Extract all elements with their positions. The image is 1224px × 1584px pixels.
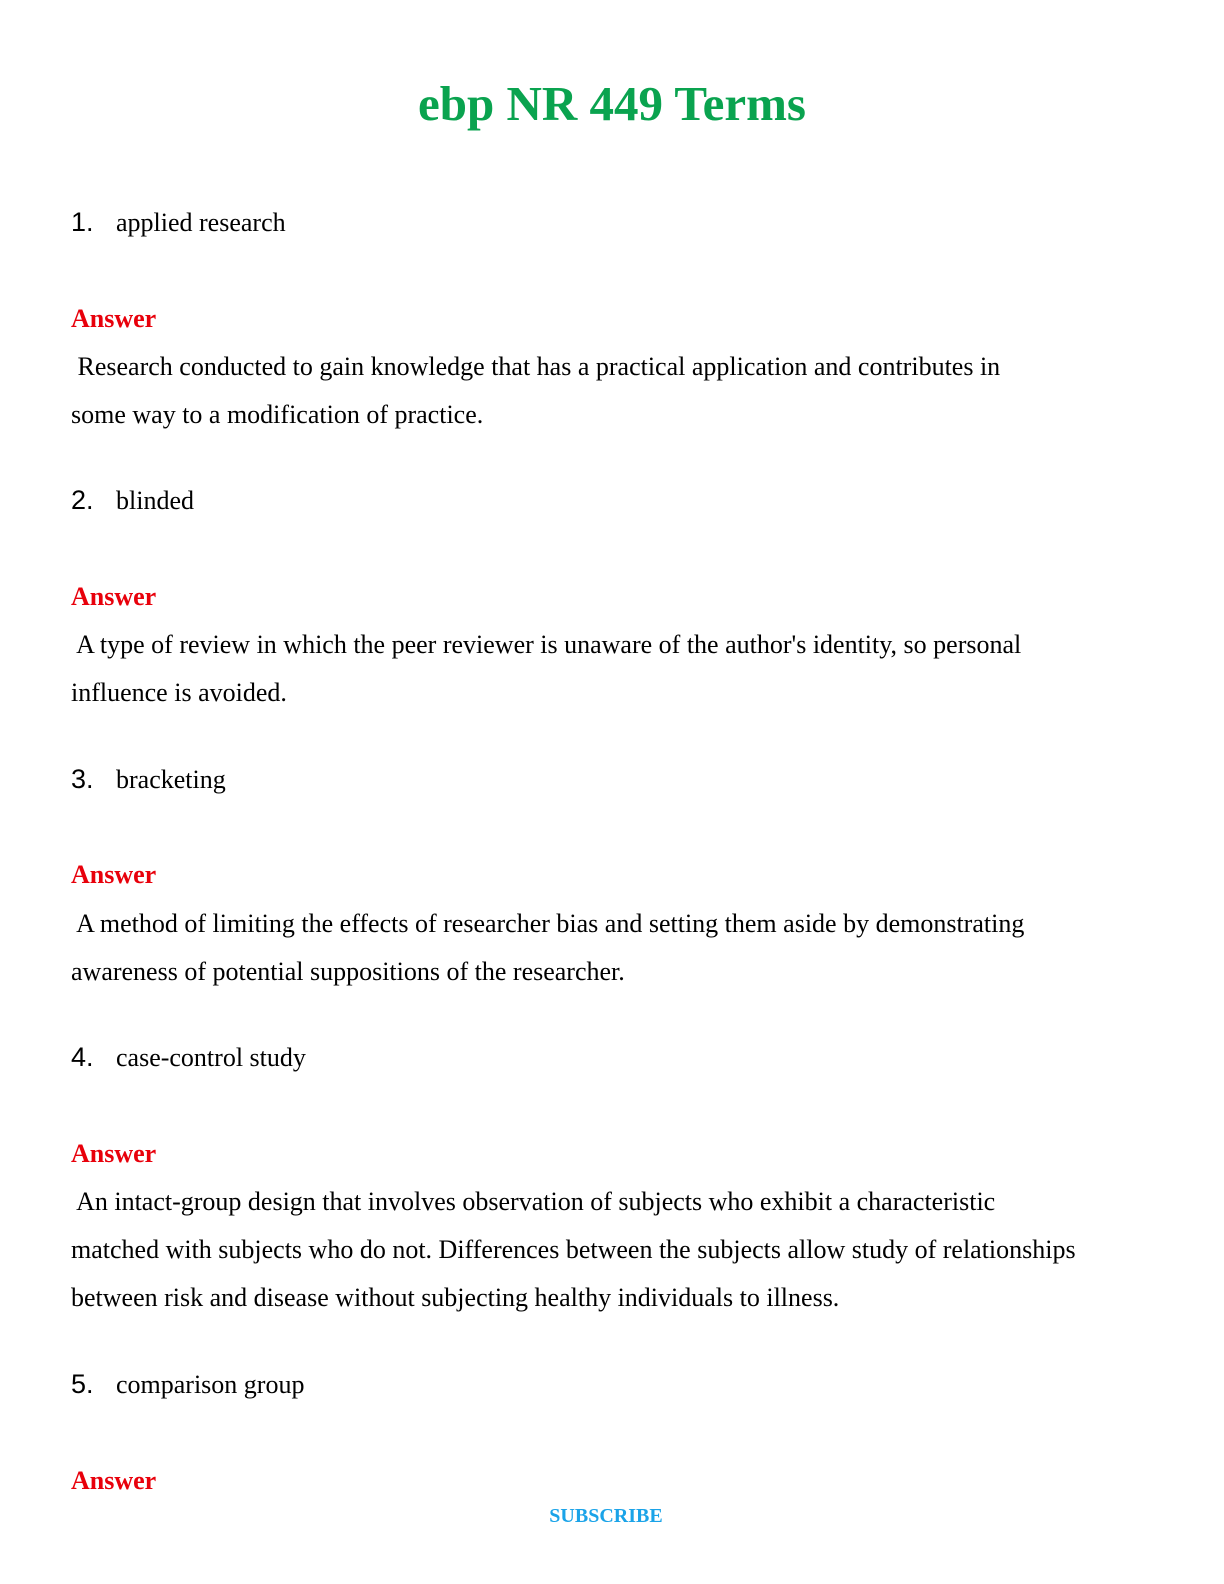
term-item xyxy=(71,1037,306,1077)
term-number: 1. xyxy=(71,207,94,237)
term-item xyxy=(71,480,194,520)
term-text: blinded xyxy=(116,486,194,515)
answer-line: some way to a modification of practice. xyxy=(71,400,484,429)
answer-line: influence is avoided. xyxy=(71,678,287,707)
answer-line: A type of review in which the peer reviewer is unaware of the author's identity, so personal xyxy=(71,630,1022,659)
term-text: bracketing xyxy=(116,765,226,794)
answer-text xyxy=(71,900,1141,996)
term-text: comparison group xyxy=(116,1370,305,1399)
term-number: 5. xyxy=(71,1369,94,1399)
term-number: 2. xyxy=(71,485,94,515)
term-number: 3. xyxy=(71,764,94,794)
answer-label: Answer xyxy=(71,1466,157,1495)
answer-label: Answer xyxy=(71,582,157,611)
answer-line: matched with subjects who do not. Differences between the subjects allow study of relationships xyxy=(71,1235,1076,1264)
term-item xyxy=(71,202,286,242)
answer-line: A method of limiting the effects of researcher bias and setting them aside by demonstrating xyxy=(71,909,1025,938)
answer-line: An intact-group design that involves observation of subjects who exhibit a characteristic xyxy=(71,1187,996,1216)
term-text: case-control study xyxy=(116,1043,306,1072)
answer-text xyxy=(71,343,1141,439)
answer-label: Answer xyxy=(71,304,157,333)
answer-text xyxy=(71,1178,1141,1322)
answer-line: Research conducted to gain knowledge that has a practical application and contributes in xyxy=(71,352,1001,381)
answer-label: Answer xyxy=(71,1139,157,1168)
term-number: 4. xyxy=(71,1042,94,1072)
answer-label: Answer xyxy=(71,860,157,889)
page-title: ebp NR 449 Terms xyxy=(418,76,806,131)
term-item xyxy=(71,1364,304,1404)
term-text: applied research xyxy=(116,208,286,237)
term-item xyxy=(71,759,226,799)
answer-line: between risk and disease without subjecting healthy individuals to illness. xyxy=(71,1283,840,1312)
subscribe-link[interactable]: SUBSCRIBE xyxy=(549,1505,663,1527)
answer-line: awareness of potential suppositions of the researcher. xyxy=(71,957,625,986)
answer-text xyxy=(71,621,1141,717)
